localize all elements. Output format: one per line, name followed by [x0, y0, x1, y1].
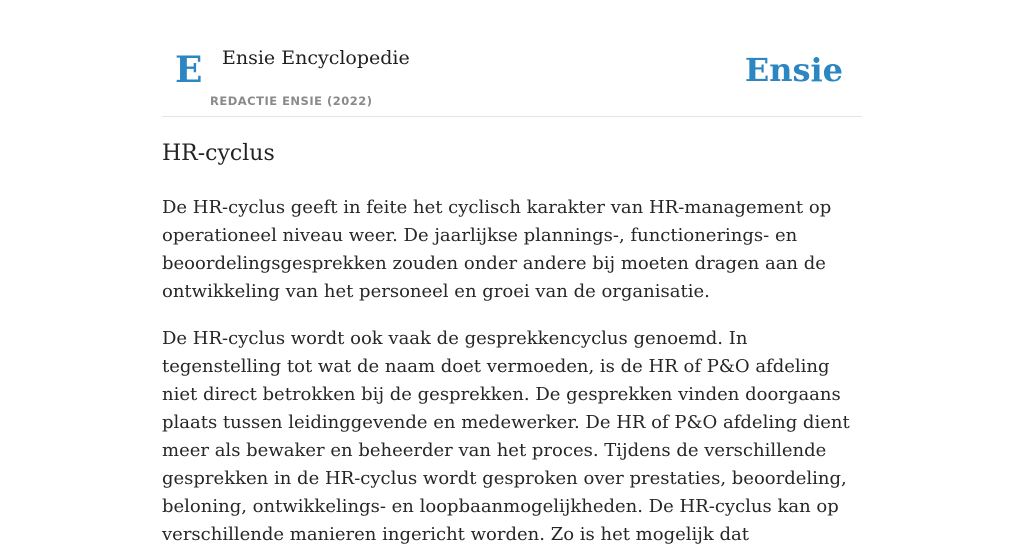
- article-title: HR-cyclus: [162, 141, 275, 166]
- article-paragraph: De HR-cyclus geeft in feite het cyclisch karakter van HR-management op operationeel niveau weer. De jaarlijkse plannings-, functionerings- en beoordelingsgesprekken zouden onder andere bij moeten dragen aan de ontwikkeling van het personeel en groei van de organisatie.: [162, 197, 832, 302]
- article: [162, 136, 862, 549]
- header: [162, 0, 862, 117]
- article-paragraph: De HR-cyclus wordt ook vaak de gesprekkencyclus genoemd. In tegenstelling tot wat de naam doet vermoeden, is de HR of P&O afdeling niet direct betrokken bij de gesprekken. De gesprekken vinden doorgaans plaats tussen leidinggevende en medewerker. De HR of P&O afdeling dient meer als bewaker en beheerder van het proces. Tijdens de verschillende gesprekken in de HR-cyclus wordt gesproken over prestaties, beoordeling, beloning, ontwikkelings- en loopbaanmogelijkheden. De HR-cyclus kan op verschillende manieren ingericht worden. Zo is het mogelijk dat: [162, 328, 850, 545]
- brand-logo[interactable]: Ensie: [744, 51, 843, 89]
- source-meta: REDACTIE ENSIE (2022): [210, 94, 373, 108]
- source-title[interactable]: Ensie Encyclopedie: [222, 47, 410, 69]
- ensie-logo-icon[interactable]: E: [175, 49, 203, 91]
